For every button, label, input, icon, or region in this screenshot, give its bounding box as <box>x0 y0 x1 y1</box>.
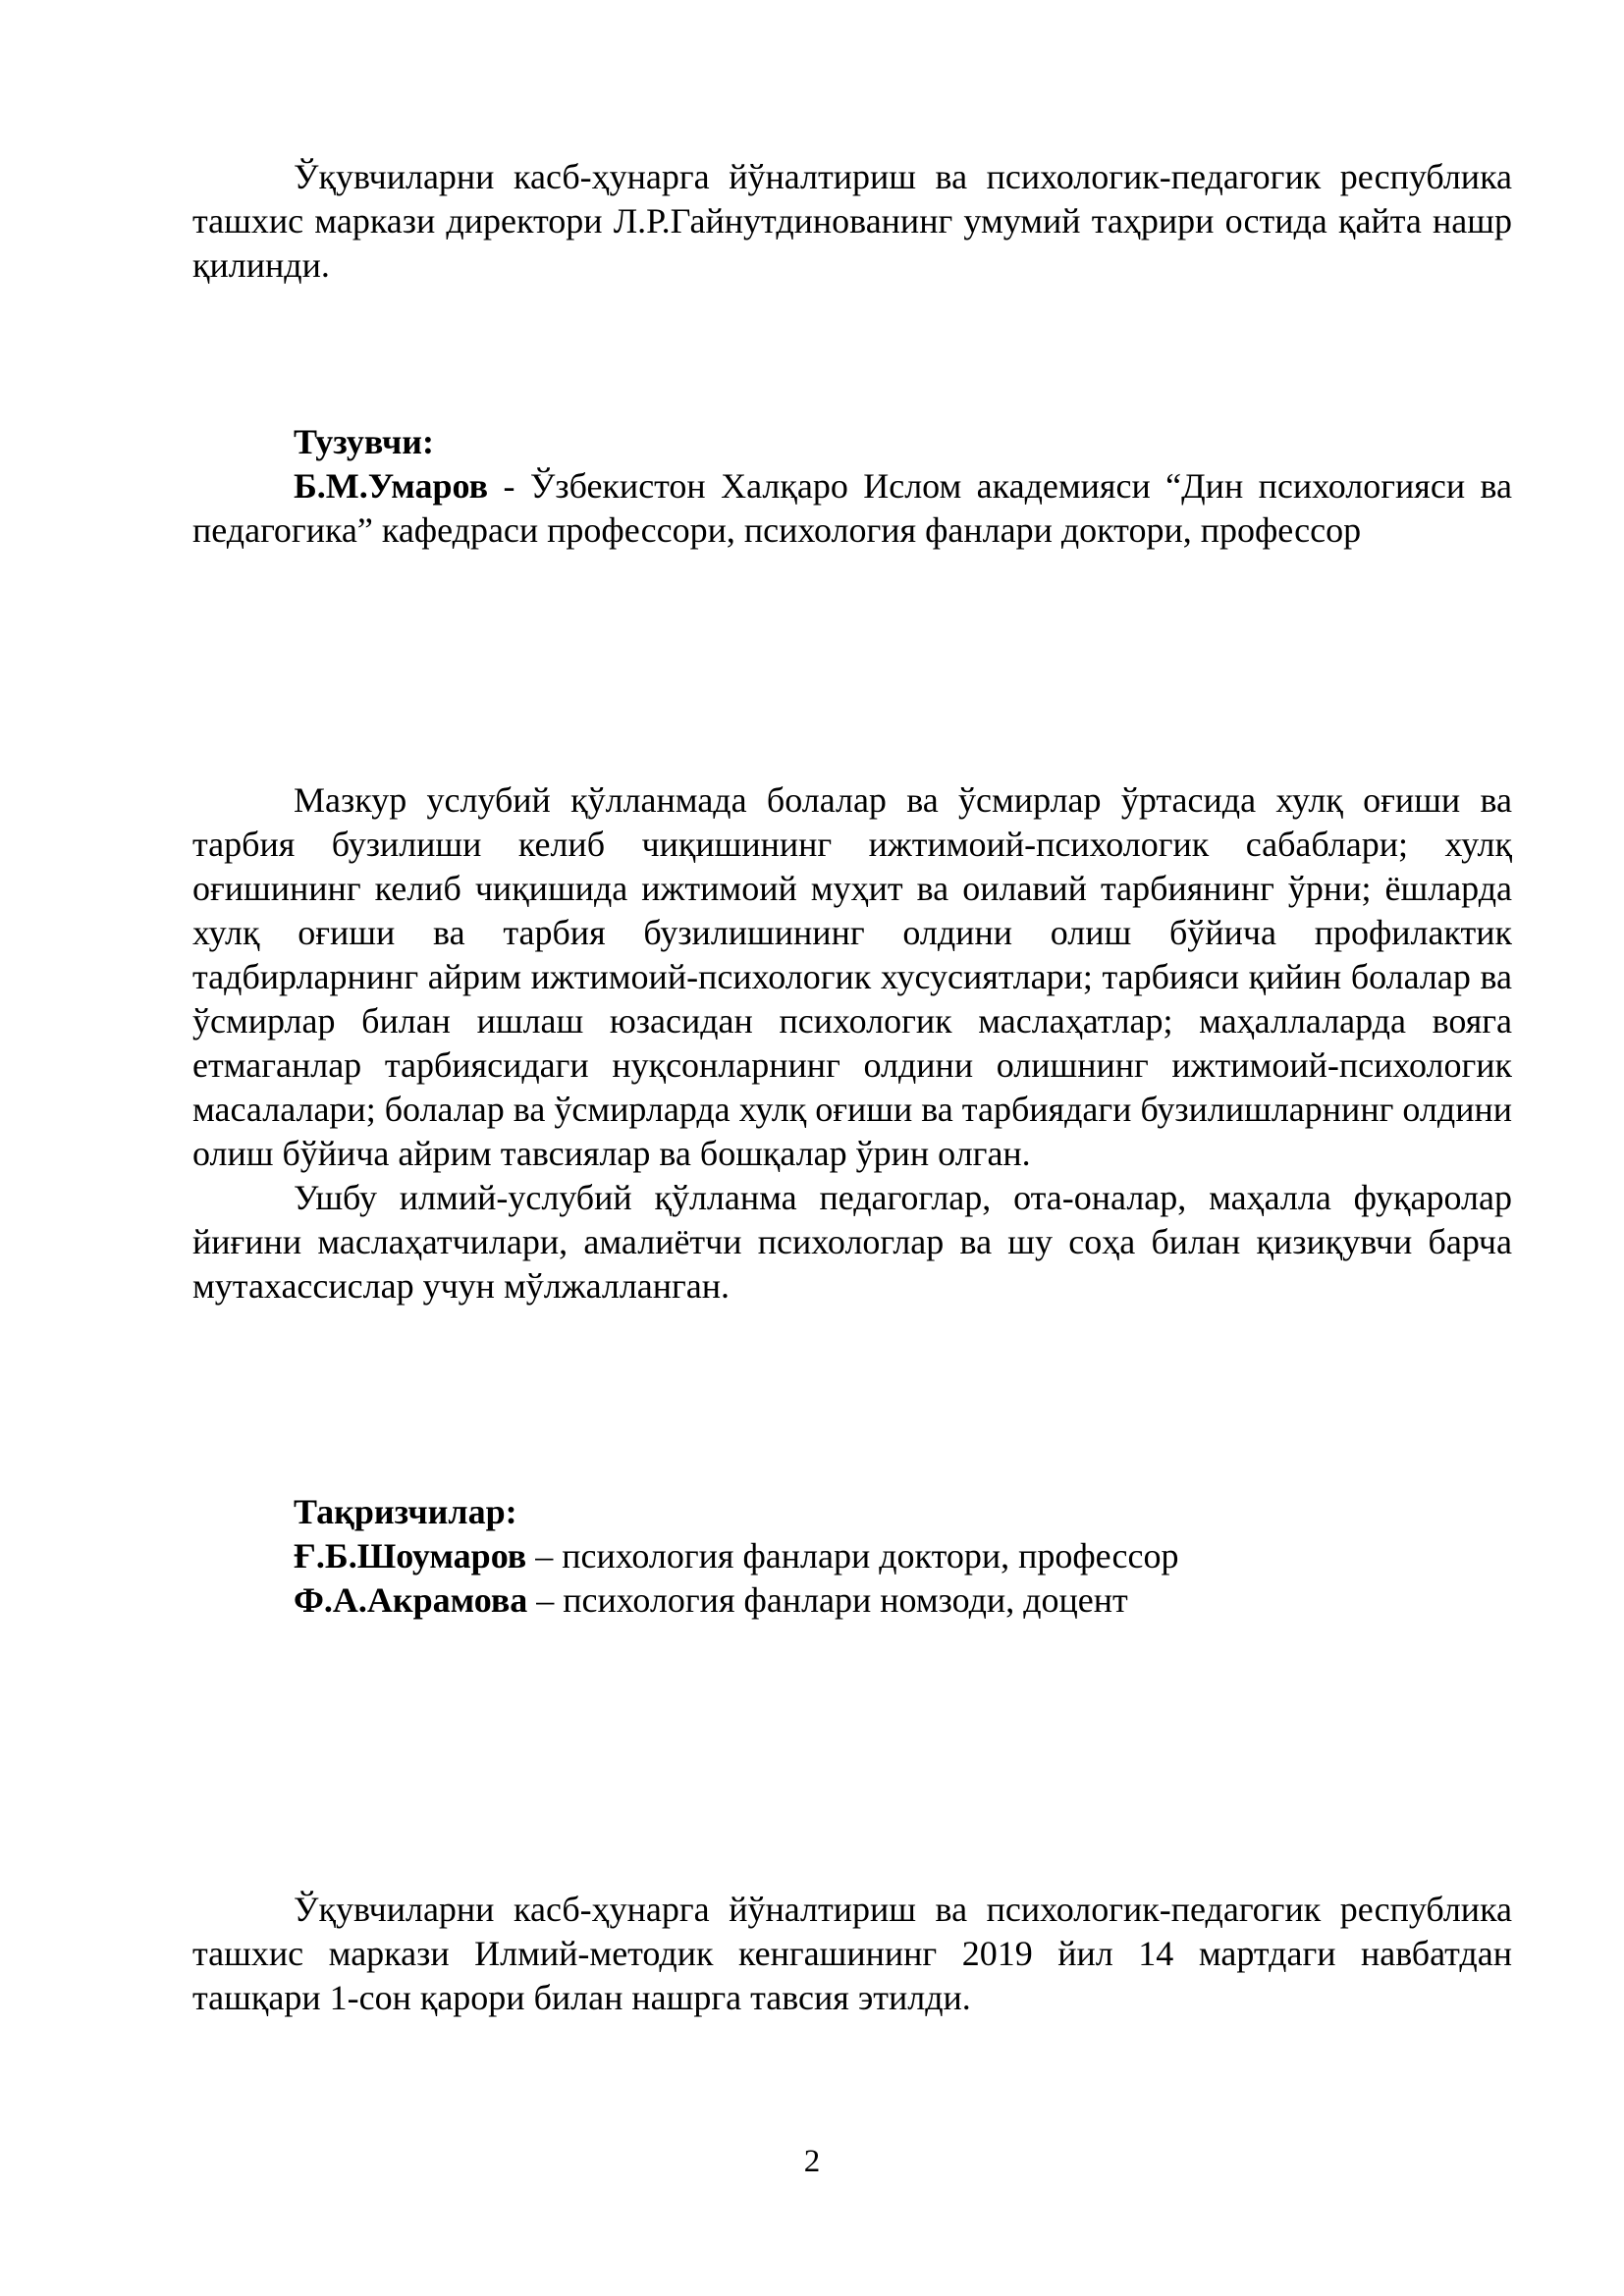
reviewer-description: – психология фанлари номзоди, доцент <box>527 1580 1128 1620</box>
compiler-description: - Ўзбекистон Халқаро Ислом академияси “Дин психологияси ва педагогика” кафедраси профессори, психология фанлари доктори, профессор <box>192 466 1512 550</box>
recommendation-block <box>192 1888 1512 2020</box>
reviewer-entry <box>192 1534 1512 1578</box>
editorial-note: Ўқувчиларни касб-ҳунарга йўналтириш ва психологик-педагогик республика ташхис маркази директори Л.Р.Гайнутдинованинг умумий таҳрири остида қайта нашр қилинди. <box>192 157 1512 285</box>
reviewers-heading: Тақризчилар: <box>294 1492 517 1531</box>
abstract-paragraph-2: Ушбу илмий-услубий қўлланма педагоглар, ота-оналар, маҳалла фуқаролар йиғини маслаҳатчилари, амалиётчи психологлар ва шу соҳа билан қизиқувчи барча мутахассислар учун мўлжалланган. <box>192 1178 1512 1306</box>
reviewer-name: Ғ.Б.Шоумаров <box>294 1536 527 1575</box>
compiler-heading: Тузувчи: <box>294 422 435 461</box>
reviewer-entry <box>192 1578 1512 1623</box>
recommendation-note: Ўқувчиларни касб-ҳунарга йўналтириш ва психологик-педагогик республика ташхис маркази Илмий-методик кенгашининг 2019 йил 14 мартдаги навбатдан ташқари 1-сон қарори билан нашрга тавсия этилди. <box>192 1890 1512 2017</box>
reviewer-description: – психология фанлари доктори, профессор <box>526 1536 1179 1575</box>
abstract-paragraph-1: Мазкур услубий қўлланмада болалар ва ўсмирлар ўртасида хулқ оғиши ва тарбия бузилиши келиб чиқишининг ижтимоий-психологик сабаблари; хулқ оғишининг келиб чиқишида ижтимоий муҳит ва оилавий тарбиянинг ўрни; ёшларда хулқ оғиши ва тарбия бузилишининг олдини олиш бўйича профилактик тадбирларнинг айрим ижтимоий-психологик хусусиятлари; тарбияси қийин болалар ва ўсмирлар билан ишлаш юзасидан психологик маслаҳатлар; маҳаллаларда вояга етмаганлар тарбиясидаги нуқсонларнинг олдини олишнинг ижтимоий-психологик масалалари; болалар ва ўсмирларда хулқ оғиши ва тарбиядаги бузилишларнинг олдини олиш бўйича айрим тавсиялар ва бошқалар ўрин олган. <box>192 780 1512 1173</box>
reviewer-name: Ф.А.Акрамова <box>294 1580 528 1620</box>
page-number: 2 <box>803 2144 821 2179</box>
editorial-note-block <box>192 155 1512 288</box>
compiler-block <box>192 420 1512 553</box>
reviewers-block <box>192 1490 1512 1623</box>
compiler-entry <box>192 464 1512 553</box>
abstract-block <box>192 778 1512 1308</box>
compiler-name: Б.М.Умаров <box>294 466 489 506</box>
